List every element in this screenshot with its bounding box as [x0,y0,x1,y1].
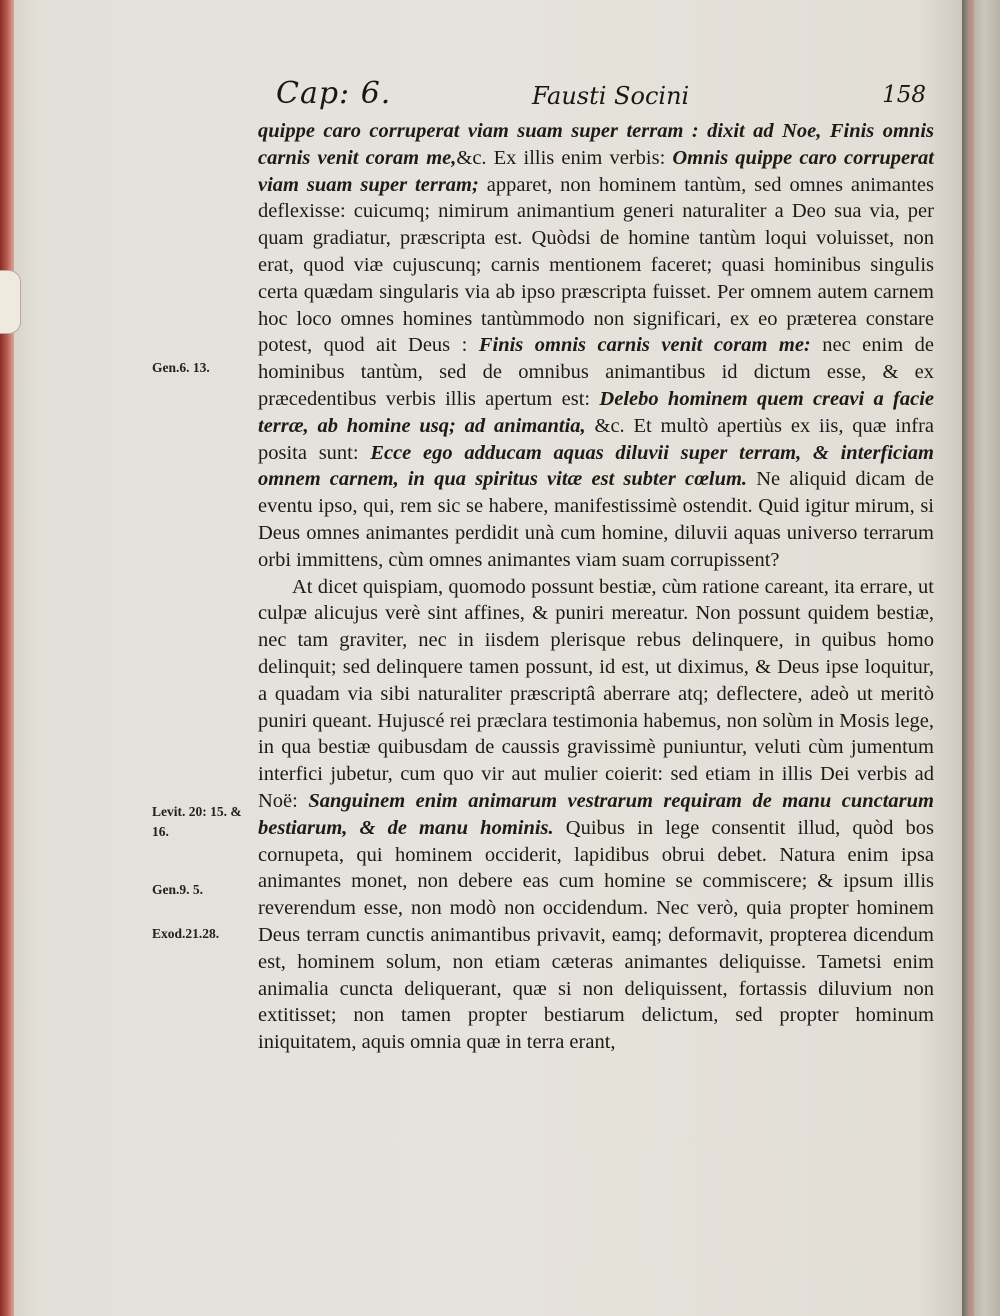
text-run: Ne aliquid dicam de eventu ipso, qui, rem sic se habere, manifestissimè ostendit. Quid igitur mirum, si Deus omnes animantes perdidit unà cum homine, diluvii aquas universo terrarum orbi immittens, cùm omnes animantes viam suam corrupissent? [258,468,934,571]
italic-quotation: Delebo hominem quem creavi a facie terræ, ab homine usq; ad animantia, [258,387,934,437]
margin-note: Levit. 20: 15. & 16. [152,804,242,839]
italic-quotation: quippe caro corruperat viam suam super terram : dixit ad Noe, Finis omnis carnis venit coram me, [258,120,934,169]
text-run: At dicet quispiam, quomodo possunt bestiæ, cùm ratione careant, ita errare, ut culpæ alicujus verè sint affines, & puniri mereatur. Non possunt quidem bestiæ, nec tam graviter, nec in iisdem plerisque rebus delinquere, in quibus homo delinquit; sed delinquere tamen possunt, id est, ut diximus, & Deus ipse loquitur, a quadam via sibi naturaliter præscriptâ aberrare atq; deflectere, adeò ut meritò puniri queant. Hujuscé rei præclara testimonia habemus, non solùm in Mosis lege, in qua bestiæ quibusdam de caussis gravissimè puniuntur, veluti cùm jumentum interfici jubetur, cum quo vir aut mulier coierit: sed etiam in illis Dei verbis ad Noë: [258,575,934,812]
text-run: nec enim de hominibus tantùm, sed de omnibus animantibus id dictum esse, & ex præcedentibus verbis illis apertum est: [258,334,934,410]
page-clip [0,270,21,334]
paragraph [258,574,934,1056]
text-run: &c. Ex illis enim verbis: [456,146,673,169]
chapter-heading: Cap: 6. [276,76,392,111]
margin-note: Gen.6. 13. [152,360,210,375]
paragraph [258,118,934,574]
italic-quotation: Omnis quippe caro corruperat viam suam super terram; [258,146,934,196]
italic-quotation: Finis omnis carnis venit coram me: [478,334,811,357]
margin-note: Exod.21.28. [152,926,220,941]
running-header [268,72,932,118]
body-text [258,118,934,1056]
page-number: 158 [882,82,926,108]
book-edge-left [0,0,14,1316]
text-run: Quibus in lege consentit illud, quòd bos cornupeta, qui hominem occiderit, lapidibus obrui debet. Natura enim ipsa animantes monet, non debere eas cum homine se commiscere; & ipsum illis reverendum esse, non modò non occidendum. Nec verò, quia propter hominem Deus terram cunctis animantibus privavit, eamq; deformavit, propterea dicendum est, hominem solum, non etiam cæteras animantes deliquisse. Tametsi enim animalia cuncta deliquerant, quæ si non deliquissent, fortassis diluvium non extitisset; non tamen propter bestiarum delictum, sed propter hominum iniquitatem, aquis omnia quæ in terra erant, [258,816,934,1054]
text-run: &c. Et multò apertiùs ex iis, quæ infra posita sunt: [258,414,934,464]
running-title: Fausti Socini [532,82,690,110]
margin-note: Gen.9. 5. [152,882,204,897]
text-run: apparet, non hominem tantùm, sed omnes animantes deflexisse: cuicumq; nimirum animantium generi naturaliter a Deo sua via, per quam gradiatur, præscripta est. Quòdsi de homine tantùm loqui voluisset, non erat, quod viæ cujuscunq; carnis mentionem faceret; quasi hominibus singulis certa quædam singularis via ab ipso præscripta fuisset. Per omnem autem carnem hoc loco omnes homines tantùmmodo non significari, ex eo præterea constare potest, quod ait Deus : [258,173,935,357]
italic-quotation: Ecce ego adducam aquas diluvii super terram, & interficiam omnem carnem, in qua spiritus vitæ est subter cœlum. [258,441,934,491]
book-edge-right-red [968,0,974,1316]
italic-quotation: Sanguinem enim animarum vestrarum requiram de manu cunctarum bestiarum, & de manu hominis. [258,789,934,839]
